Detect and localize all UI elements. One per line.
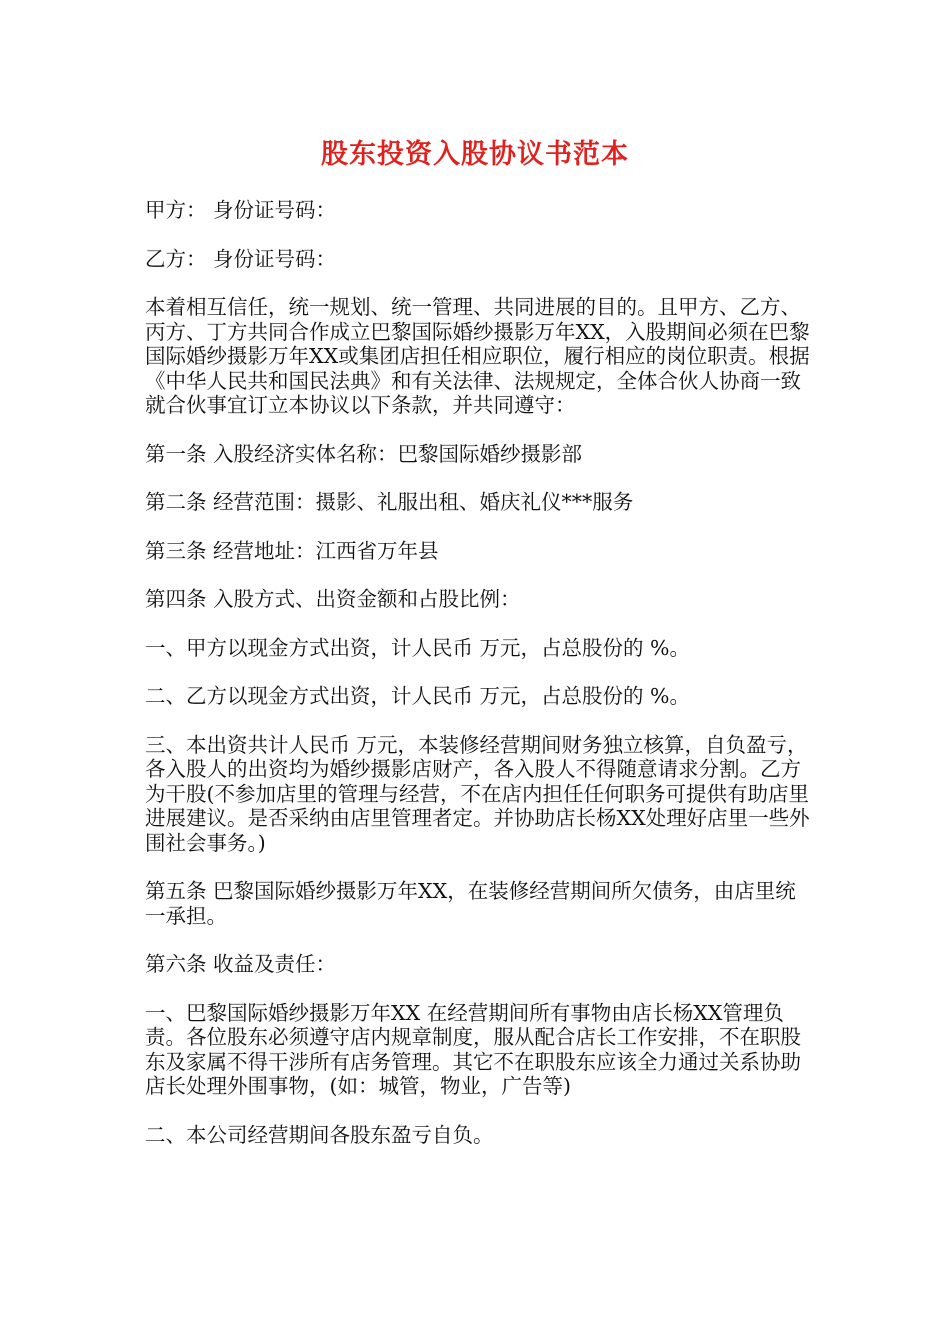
article-2: 第二条 经营范围：摄影、礼服出租、婚庆礼仪***服务 — [145, 490, 634, 514]
article-6-item-2: 二、本公司经营期间各股东盈亏自负。 — [145, 1122, 494, 1147]
article-5: 第五条 巴黎国际婚纱摄影万年XX，在装修经营期间所欠债务，由店里统一承担。 — [145, 879, 796, 928]
article-4: 第四条 入股方式、出资金额和占股比例： — [145, 587, 521, 611]
article-6: 第六条 收益及责任： — [145, 952, 337, 976]
party-a-line: 甲方： 身份证号码： — [145, 198, 337, 222]
document-body — [145, 198, 815, 1171]
article-6-item-1: 一、巴黎国际婚纱摄影万年XX 在经营期间所有事物由店长杨XX管理负责。各位股东必须遵守店内规章制度，服从配合店长工作安排，不在职股东及家属不得干涉所有店务管理。其它不在职股东应该全力通过关系协助店长处理外围事物，(如：城管，物业，广告等) — [145, 1000, 801, 1098]
document-title: 股东投资入股协议书范本 — [321, 139, 629, 170]
preamble-paragraph: 本着相互信任，统一规划、统一管理、共同进展的目的。且甲方、乙方、丙方、丁方共同合作成立巴黎国际婚纱摄影万年XX，入股期间必须在巴黎国际婚纱摄影万年XX或集团店担任相应职位，履行相应的岗位职责。根据《中华人民共和国民法典》和有关法律、法规规定，全体合伙人协商一致就合伙事宜订立本协议以下条款，并共同遵守： — [145, 295, 810, 417]
article-3: 第三条 经营地址：江西省万年县 — [145, 538, 439, 563]
article-4-item-1: 一、甲方以现金方式出资，计人民币 万元，占总股份的 %。 — [145, 635, 691, 660]
article-1: 第一条 入股经济实体名称：巴黎国际婚纱摄影部 — [145, 441, 583, 466]
article-4-item-2: 二、乙方以现金方式出资，计人民币 万元，占总股份的 %。 — [145, 684, 691, 708]
article-4-item-3: 三、本出资共计人民币 万元，本装修经营期间财务独立核算，自负盈亏，各入股人的出资均为婚纱摄影店财产，各入股人不得随意请求分割。乙方为干股(不参加店里的管理与经营，不在店内担任任何职务可提供有助店里进展建议。是否采纳由店里管理者定。并协助店长杨XX处理好店里一些外围社会事务。) — [145, 732, 810, 855]
party-b-line: 乙方： 身份证号码： — [145, 246, 337, 271]
